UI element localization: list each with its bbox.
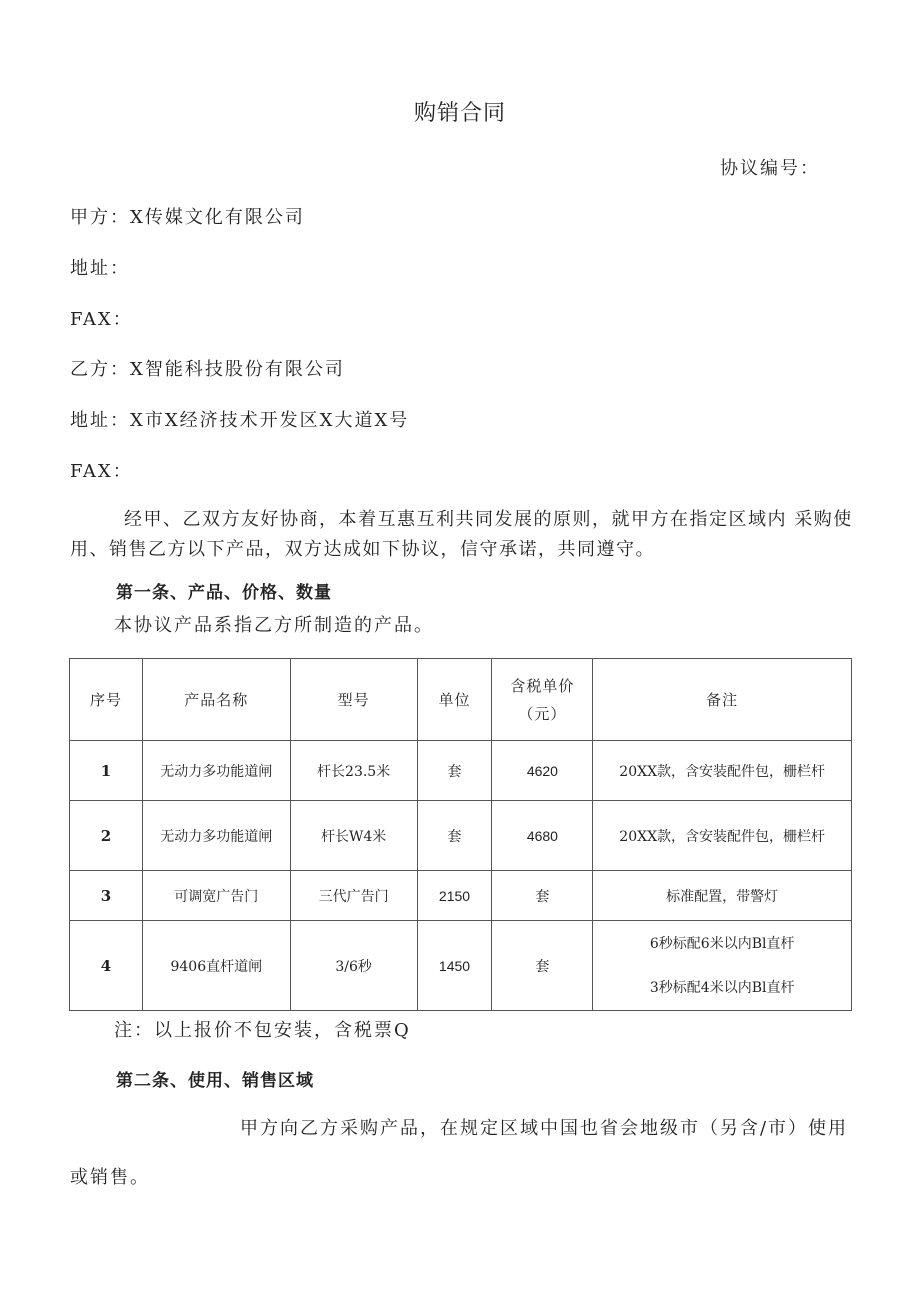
- party-b: 乙方：X智能科技股份有限公司: [70, 359, 345, 380]
- party-a-address: 地址：: [70, 258, 130, 279]
- header-model: 型号: [290, 659, 417, 741]
- row-model: 杆长W4米: [290, 801, 417, 871]
- row-product-name: 可调宽广告门: [142, 871, 290, 921]
- row-remark-line2: 3秒标配4米以内Bl直杆: [649, 979, 795, 996]
- article-1-text: 本协议产品系指乙方所制造的产品。: [114, 615, 434, 636]
- row-no: 2: [70, 801, 143, 871]
- row-product-name: 无动力多功能道闸: [142, 741, 290, 801]
- price-note: 注：以上报价不包安装，含税票Q: [114, 1020, 411, 1041]
- header-price-line2: （元）: [518, 704, 567, 723]
- header-price-line1: 含税单价: [510, 676, 575, 695]
- table-row: [70, 871, 852, 921]
- article-2-text-line1: 甲方向乙方采购产品，在规定区域中国也省会地级市（另含/市）使用: [240, 1118, 849, 1139]
- row-col4: 套: [417, 801, 492, 871]
- table-row: [70, 921, 852, 1011]
- row-col4: 套: [417, 741, 492, 801]
- document-title: 购销合同: [413, 101, 506, 126]
- party-b-address: 地址：X市X经济技术开发区X大道X号: [70, 410, 410, 431]
- row-model: 杆长23.5米: [290, 741, 417, 801]
- header-product-name: 产品名称: [142, 659, 290, 741]
- header-remark: 备注: [593, 659, 852, 741]
- row-col5: 4620: [492, 741, 593, 801]
- row-remark-line1: 6秒标配6米以内Bl直杆: [649, 935, 795, 952]
- party-b-fax: FAX：: [70, 461, 133, 482]
- product-table: [69, 658, 852, 1011]
- article-2-text-line2: 或销售。: [70, 1167, 150, 1188]
- row-remark: 标准配置，带警灯: [593, 871, 852, 921]
- party-a-fax: FAX：: [70, 309, 133, 330]
- row-col5: 4680: [492, 801, 593, 871]
- article-1-heading: 第一条、产品、价格、数量: [116, 583, 332, 603]
- row-model: 3/6秒: [290, 921, 417, 1011]
- row-col5: 套: [492, 921, 593, 1011]
- intro-paragraph: 经甲、乙双方友好协商，本着互惠互利共同发展的原则，就甲方在指定区域内 采购使用、销售乙方以下产品，双方达成如下协议，信守承诺，共同遵守。: [70, 509, 853, 560]
- header-unit: 单位: [417, 659, 492, 741]
- row-product-name: 无动力多功能道闸: [142, 801, 290, 871]
- row-product-name: 9406直杆道闸: [142, 921, 290, 1011]
- table-row: [70, 741, 852, 801]
- agreement-number-label: 协议编号：: [720, 158, 820, 179]
- header-no: 序号: [70, 659, 143, 741]
- table-header-row: [70, 659, 852, 741]
- row-no: 3: [70, 871, 143, 921]
- row-col4: 2150: [417, 871, 492, 921]
- row-no: 4: [70, 921, 143, 1011]
- row-no: 1: [70, 741, 143, 801]
- row-col5: 套: [492, 871, 593, 921]
- row-model: 三代广告门: [290, 871, 417, 921]
- row-remark: [593, 921, 852, 1011]
- party-a: 甲方：X传媒文化有限公司: [70, 207, 305, 228]
- article-2-heading: 第二条、使用、销售区域: [116, 1071, 314, 1091]
- table-row: [70, 801, 852, 871]
- row-remark: 20XX款，含安装配件包，栅栏杆: [593, 741, 852, 801]
- header-price: [492, 659, 593, 741]
- row-remark: 20XX款，含安装配件包，栅栏杆: [593, 801, 852, 871]
- row-col4: 1450: [417, 921, 492, 1011]
